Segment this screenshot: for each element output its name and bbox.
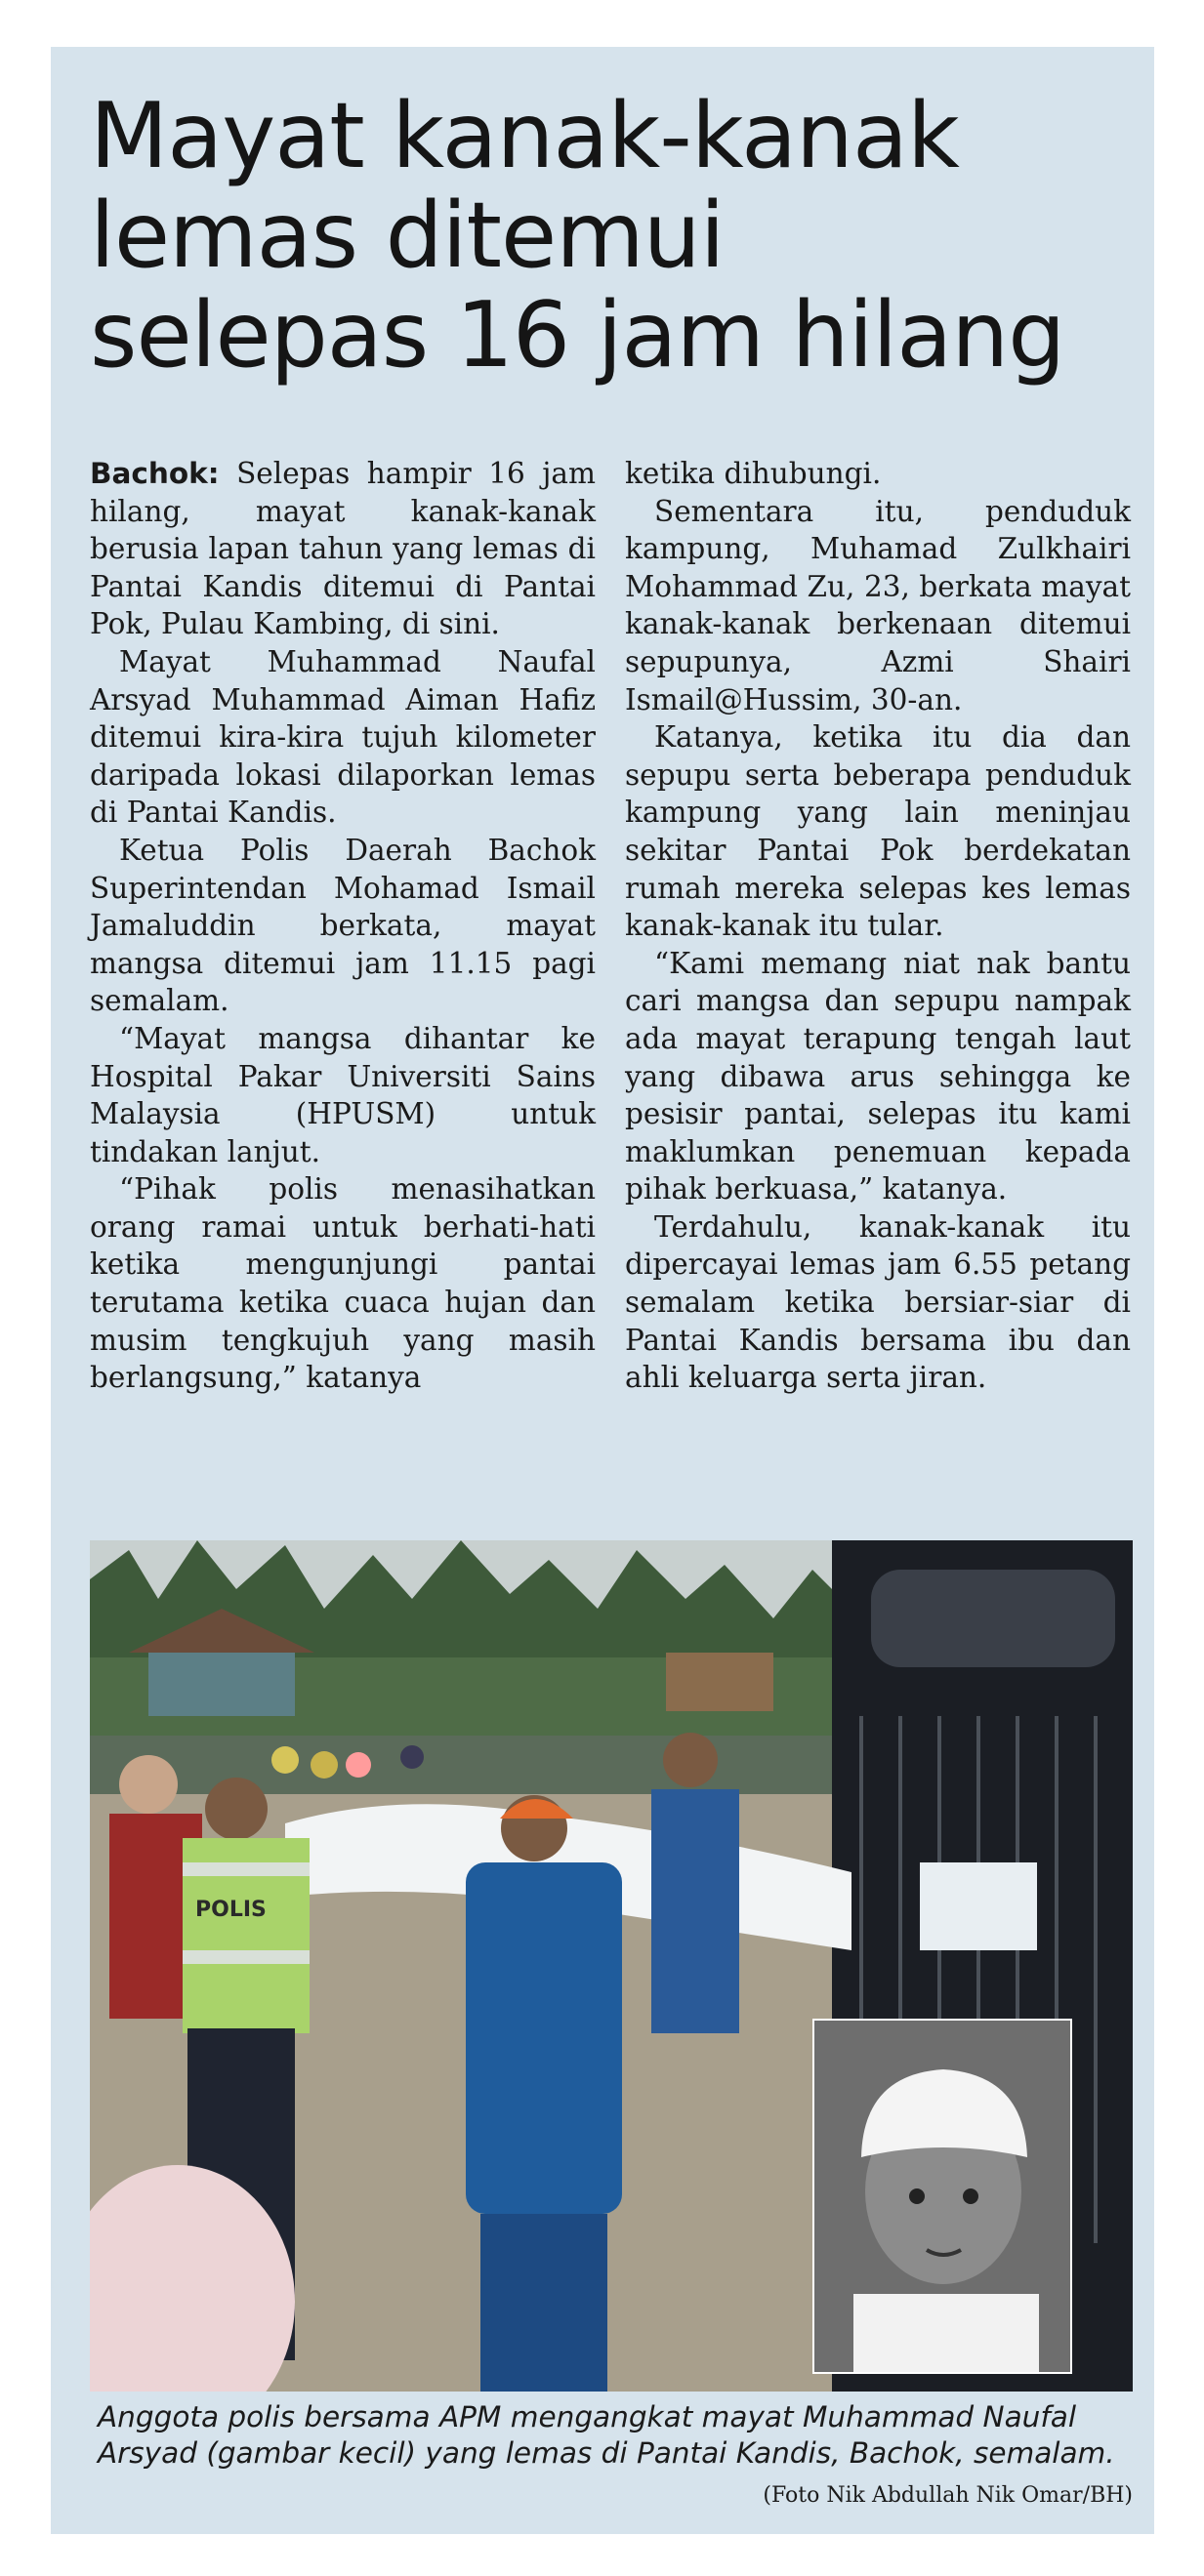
headline-line: lemas ditemui: [90, 183, 725, 288]
lead-paragraph: [90, 455, 596, 643]
lead-text: Selepas hampir 16 jam hilang, mayat kanak-kanak berusia lapan tahun yang lemas di Pantai Kandis ditemui di Pantai Pok, Pulau Kambing, di sini.: [90, 457, 596, 641]
headline: [90, 83, 1125, 388]
dateline: Bachok:: [90, 457, 220, 490]
photo-caption: Anggota polis bersama APM mengangkat mayat Muhammad Naufal Arsyad (gambar kecil) yang lemas di Pantai Kandis, Bachok, semalam.: [98, 2400, 1115, 2470]
article-paragraph: Ketua Polis Daerah Bachok Superintendan Mohamad Ismail Jamaluddin berkata, mayat mangsa ditemui jam 11.15 pagi semalam.: [90, 833, 596, 1018]
police-vest-text: POLIS: [195, 1898, 267, 1922]
news-photo: [90, 1540, 1133, 2392]
child-portrait: [814, 2021, 1070, 2372]
article-paragraph: Sementara itu, penduduk kampung, Muhamad Zulkhairi Mohammad Zu, 23, berkata mayat kanak-kanak berkenaan ditemui sepupunya, Azmi Shairi Ismail@Hussim, 30-an.: [625, 494, 1131, 716]
photo-credit: (Foto Nik Abdullah Nik Omar/BH): [763, 2483, 1133, 2508]
headline-line: selepas 16 jam hilang: [90, 282, 1065, 388]
article-paragraph: “Kami memang niat nak bantu cari mangsa dan sepupu nampak ada mayat terapung tengah laut yang dibawa arus sehingga ke pesisir pantai, selepas itu kami maklumkan penemuan kepada pihak berkuasa,” katanya.: [625, 946, 1131, 1206]
article-paragraph: ketika dihubungi.: [625, 457, 882, 490]
article-column-left: [90, 455, 596, 1397]
headline-line: Mayat kanak-kanak: [90, 83, 959, 188]
article-column-right: [625, 455, 1131, 1397]
inset-portrait: [812, 2019, 1072, 2374]
article-paragraph: “Pihak polis menasihatkan orang ramai untuk berhati-hati ketika mengunjungi pantai terutama ketika cuaca hujan dan musim tengkujuh yang masih berlangsung,” katanya: [90, 1172, 596, 1395]
news-clipping: [51, 47, 1154, 2534]
article-paragraph: Terdahulu, kanak-kanak itu dipercayai lemas jam 6.55 petang semalam ketika bersiar-siar di Pantai Kandis bersama ibu dan ahli keluarga serta jiran.: [625, 1209, 1131, 1395]
article-paragraph: Mayat Muhammad Naufal Arsyad Muhammad Aiman Hafiz ditemui kira-kira tujuh kilometer daripada lokasi dilaporkan lemas di Pantai Kandis.: [90, 644, 596, 830]
article-paragraph: “Mayat mangsa dihantar ke Hospital Pakar Universiti Sains Malaysia (HPUSM) untuk tindakan lanjut.: [90, 1021, 596, 1168]
article-paragraph: Katanya, ketika itu dia dan sepupu serta beberapa penduduk kampung yang lain meninjau sekitar Pantai Pok berdekatan rumah mereka selepas kes lemas kanak-kanak itu tular.: [625, 720, 1131, 943]
